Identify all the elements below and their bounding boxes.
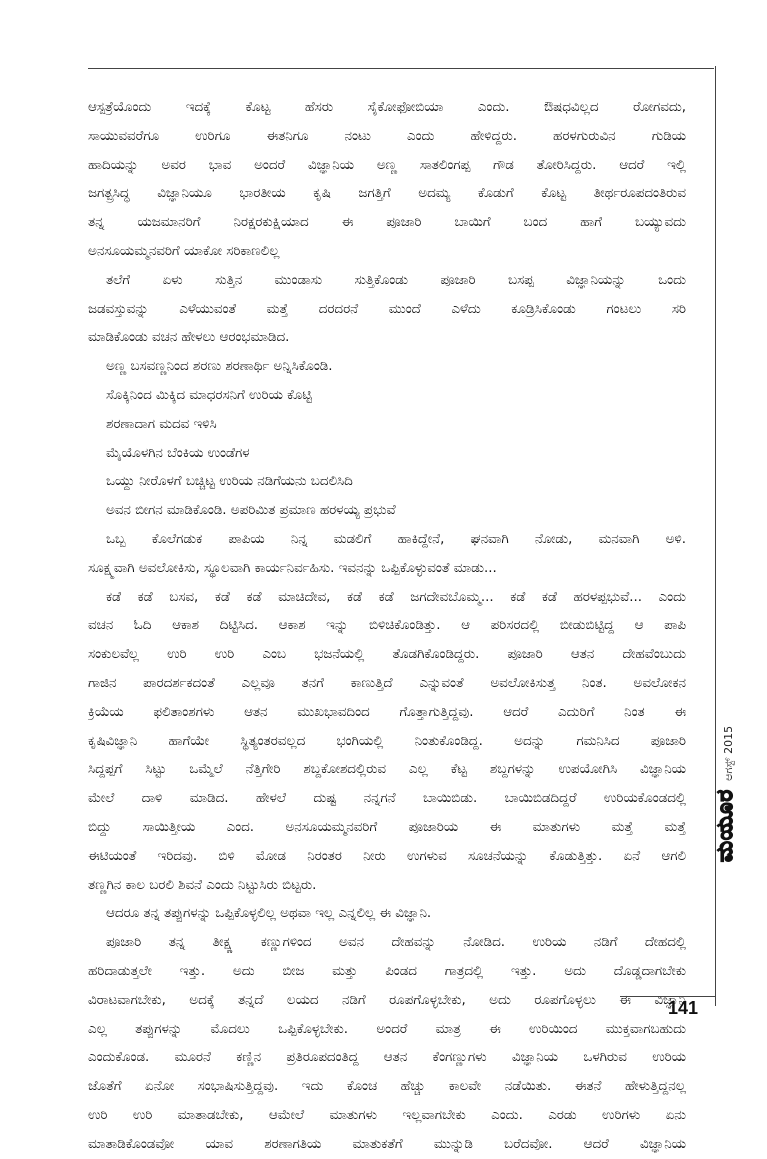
text-line: ಎಲ್ಲ ತಪ್ಪುಗಳನ್ನು ಮೊದಲು ಒಪ್ಪಿಕೊಳ್ಳಬೇಕು. ಅಂದರೆ ಮಾತ್ರ ಈ ಉರಿಯಿಂದ ಮುಕ್ತವಾಗಬಹುದು xyxy=(88,1021,686,1037)
text-line: ಹಾದಿಯನ್ನು ಅವರ ಭಾವ ಅಂದರೆ ವಿಜ್ಞಾನಿಯ ಅಣ್ಣ ಸಾತಲಿಂಗಪ್ಪ ಗೌಡ ತೋರಿಸಿದ್ದರು. ಆದರೆ ಇಲ್ಲಿ xyxy=(88,157,686,173)
text-line: ಕ್ರಿಯೆಯ ಫಲಿತಾಂಶಗಳು ಆತನ ಮುಖಭಾವದಿಂದ ಗೊತ್ತಾಗುತ್ತಿದ್ದವು. ಆದರೆ ಎದುರಿಗೆ ನಿಂತ ಈ xyxy=(88,704,686,720)
text-line: ಸಿದ್ದಪ್ಪಗೆ ಸಿಟ್ಟು ಒಮ್ಮೆಲೆ ನೆತ್ತಿಗೇರಿ ಶಬ್ದಕೋಶದಲ್ಲಿರುವ ಎಲ್ಲ ಕೆಟ್ಟ ಶಬ್ದಗಳನ್ನು ಉಪಯೋಗಿಸಿ ವಿಜ್ಞಾನಿಯ xyxy=(88,762,686,778)
text-line: ಮಾಡಿಕೊಂಡು ವಚನ ಹೇಳಲು ಆರಂಭಮಾಡಿದ. xyxy=(88,330,290,346)
text-line: ಬಿದ್ದು ಸಾಯಿತ್ತೀಯ ಎಂದ. ಅನಸೂಯಮ್ಮನವರಿಗೆ ಪೂಜಾರಿಯ ಈ ಮಾತುಗಳು ಮತ್ತೆ ಮತ್ತೆ xyxy=(88,819,686,835)
text-line: ಅನಸೂಯಮ್ಮನವರಿಗೆ ಯಾಕೋ ಸರಿಕಾಣಲಿಲ್ಲ xyxy=(88,243,280,259)
text-line: ತಲೆಗೆ ಏಳು ಸುತ್ತಿನ ಮುಂಡಾಸು ಸುತ್ತಿಕೊಂಡು ಪೂಜಾರಿ ಬಸಪ್ಪ ವಿಜ್ಞಾನಿಯನ್ನು ಒಂದು xyxy=(106,272,686,288)
verse-line: ಸೊಕ್ಕಿನಿಂದ ಮಿಕ್ಕಿದ ಮಾಧರಸನಿಗೆ ಉರಿಯ ಕೊಟ್ಟಿ xyxy=(106,387,312,403)
text-line: ಸಾಯುವವರೆಗೂ ಉರಿಗೂ ಈತನಿಗೂ ನಂಟು ಎಂದು ಹೇಳಿದ್ದರು. ಹರಳಗುರುವಿನ ಗುಡಿಯ xyxy=(88,128,686,144)
text-line: ವಚನ ಓದಿ ಆಕಾಶ ದಿಟ್ಟಿಸಿದ. ಆಕಾಶ ಇನ್ನು ಬಿಳಿಚಿಕೊಂಡಿತ್ತು. ಆ ಪರಿಸರದಲ್ಲಿ ಬೀಡುಬಿಟ್ಟಿದ್ದ ಆ ಪಾಪಿ xyxy=(88,618,686,634)
verse-line: ಒಯ್ದು ನೀರೊಳಗೆ ಬಚ್ಚಿಟ್ಟ ಉರಿಯ ನಡಿಗೆಯನು ಬದಲಿಸಿದಿ xyxy=(106,474,353,490)
text-line: ಆಸ್ಪತ್ರೆಯೊಂದು ಇದಕ್ಕೆ ಕೊಟ್ಟ ಹೆಸರು ಸೈಕೋಫೋಬಿಯಾ ಎಂದು. ಔಷಧವಿಲ್ಲದ ರೋಗವದು, xyxy=(88,100,686,115)
text-line: ಜೊತೆಗೆ ಏನೋ ಸಂಭಾಷಿಸುತ್ತಿದ್ದವು. ಇದು ಕೊಂಚ ಹೆಚ್ಚು ಕಾಲವೇ ನಡೆಯಿತು. ಈತನೆ ಹೇಳುತ್ತಿದ್ದನಲ್ಲ xyxy=(88,1079,686,1095)
text-line: ಸಂಕುಲವೆಲ್ಲ ಉರಿ ಉರಿ ಎಂಬ ಭಜನೆಯಲ್ಲಿ ತೊಡಗಿಕೊಂಡಿದ್ದರು. ಪೂಜಾರಿ ಆತನ ದೇಹವೆಂಬುದು xyxy=(88,647,686,663)
text-line: ಮಾತಾಡಿಕೊಂಡವೋ ಯಾವ ಶರಣಾಗತಿಯ ಮಾತುಕತೆಗೆ ಮುನ್ನುಡಿ ಬರೆದವೋ. ಆದರೆ ವಿಜ್ಞಾನಿಯ xyxy=(88,1136,686,1152)
text-line: ಹರಿದಾಡುತ್ತಲೇ ಇತ್ತು. ಅದು ಬೀಜ ಮತ್ತು ಪಿಂಡದ ಗಾತ್ರದಲ್ಲಿ ಇತ್ತು. ಅದು ದೊಡ್ಡದಾಗಬೇಕು xyxy=(88,963,686,979)
text-line: ಜಗತ್ಪ್ರಸಿದ್ಧ ವಿಜ್ಞಾನಿಯೂ ಭಾರತೀಯ ಕೃಷಿ ಜಗತ್ತಿಗೆ ಅದಮ್ಯ ಕೊಡುಗೆ ಕೊಟ್ಟ ತೀರ್ಥರೂಪದಂತಿರುವ xyxy=(88,186,686,202)
text-line: ಮೇಲೆ ದಾಳಿ ಮಾಡಿದ. ಹೇಳಲೆ ದುಷ್ಟ ನನ್ನಗನೆ ಬಾಯಿಬಿಡು. ಬಾಯಿಬಿಡದಿದ್ದರೆ ಉರಿಯಕೊಂಡದಲ್ಲಿ xyxy=(88,791,686,807)
text-line: ಕೃಷಿವಿಜ್ಞಾನಿ ಹಾಗೆಯೇ ಸ್ಥಿತ್ಯಂತರವಲ್ಲದ ಭಂಗಿಯಲ್ಲಿ ನಿಂತುಕೊಂಡಿದ್ದ. ಅದನ್ನು ಗಮನಿಸಿದ ಪೂಜಾರಿ xyxy=(88,733,686,749)
text-line: ಜಡವಸ್ತುವನ್ನು ಎಳೆಯುವಂತೆ ಮತ್ತೆ ದರದರನೆ ಮುಂದೆ ಎಳೆದು ಕೂಡ್ರಿಸಿಕೊಂಡು ಗಂಟಲು ಸರಿ xyxy=(88,301,686,317)
verse-line: ಶರಣಾದಾಗ ಮದವ ಇಳಿಸಿ xyxy=(106,416,217,432)
margin-divider xyxy=(715,66,716,1006)
text-line: ಈಟಿಯಂತೆ ಇರಿದವು. ಬಿಳಿ ಮೋಡ ನಿರಂತರ ನೀರು ಉಗಳುವ ಸೂಚನೆಯನ್ನು ಕೊಡುತ್ತಿತ್ತು. ಏನೆ ಆಗಲಿ xyxy=(88,848,686,864)
text-line: ಪೂಜಾರಿ ತನ್ನ ತೀಕ್ಷ್ಣ ಕಣ್ಣುಗಳಿಂದ ಅವನ ದೇಹವನ್ನು ನೋಡಿದ. ಉರಿಯ ನಡಿಗೆ ದೇಹದಲ್ಲಿ xyxy=(106,935,686,951)
text-line: ವಿರಾಟವಾಗಬೇಕು, ಅದಕ್ಕೆ ತನ್ನದೆ ಲಯದ ನಡಿಗೆ ರೂಪಗೊಳ್ಳಬೇಕು, ಅದು ರೂಪಗೊಳ್ಳಲು ಈ ವಿಜ್ಞಾನಿ xyxy=(88,992,686,1008)
footer-divider xyxy=(620,996,715,997)
text-line: ಆದರೂ ತನ್ನ ತಪ್ಪುಗಳನ್ನು ಒಪ್ಪಿಕೊಳ್ಳಲಿಲ್ಲ ಅಥವಾ ಇಲ್ಲ ಎನ್ನಲಿಲ್ಲ ಈ ವಿಜ್ಞಾನಿ. xyxy=(106,906,432,922)
text-line: ಗಾಜಿನ ಪಾರದರ್ಶಕದಂತೆ ಎಲ್ಲವೂ ತನಗೆ ಕಾಣುತ್ತಿದೆ ಎನ್ನುವಂತೆ ಅವಲೋಕಿಸುತ್ತ ನಿಂತ. ಅವಲೋಕನ xyxy=(88,675,686,691)
text-line: ಒಬ್ಬ ಕೊಲೆಗಡುಕ ಪಾಪಿಯ ನಿನ್ನ ಮಡಲಿಗೆ ಹಾಕಿದ್ದೇನೆ, ಘನವಾಗಿ ನೋಡು, ಮನವಾಗಿ ಅಳಿ. xyxy=(106,531,686,547)
magazine-name: ಮಯೂರ xyxy=(712,788,738,862)
top-divider xyxy=(88,68,714,69)
text-line: ಎಂದುಕೊಂಡ. ಮೂರನೆ ಕಣ್ಣಿನ ಪ್ರತಿರೂಪದಂತಿದ್ದ ಆತನ ಕೆಂಗಣ್ಣುಗಳು ವಿಜ್ಞಾನಿಯ ಒಳಗಿರುವ ಉರಿಯ xyxy=(88,1050,686,1066)
article-body xyxy=(88,94,686,1159)
verse-line: ಅಣ್ಣ ಬಸವಣ್ಣನಿಂದ ಶರಣು ಶರಣಾರ್ಥಿ ಅನ್ನಿಸಿಕೊಂಡಿ. xyxy=(106,359,333,375)
verse-line: ಮೈಯೊಳಗಿನ ಬೆಂಕಿಯ ಉಂಡೆಗಳ xyxy=(106,445,250,461)
text-line: ತಣ್ಣಗಿನ ಕಾಲ ಬರಲಿ ಶಿವನೆ ಎಂದು ನಿಟ್ಟುಸಿರು ಬಿಟ್ಟರು. xyxy=(88,877,317,893)
verse-line: ಅವನ ಬೀಗನ ಮಾಡಿಕೊಂಡಿ. ಅಪರಿಮಿತ ಪ್ರಮಾಣ ಹರಳಯ್ಯ ಪ್ರಭುವೆ xyxy=(106,503,396,519)
text-line: ಉರಿ ಉರಿ ಮಾತಾಡಬೇಕು, ಆಮೇಲೆ ಮಾತುಗಳು ಇಲ್ಲವಾಗಬೇಕು ಎಂದು. ಎರಡು ಉರಿಗಳು ಏನು xyxy=(88,1107,686,1123)
text-line: ಸೂಕ್ಷ್ಮವಾಗಿ ಅವಲೋಕಿಸು, ಸ್ಥೂಲವಾಗಿ ಕಾರ್ಯನಿರ್ವಹಿಸು. ಇವನನ್ನು ಒಪ್ಪಿಕೊಳ್ಳುವಂತೆ ಮಾಡು... xyxy=(88,560,497,576)
text-line: ತನ್ನ ಯಜಮಾನರಿಗೆ ನಿರಕ್ಷರಕುಕ್ಷಿಯಾದ ಈ ಪೂಜಾರಿ ಬಾಯಿಗೆ ಬಂದ ಹಾಗೆ ಬಯ್ಯುವದು xyxy=(88,215,686,231)
page-number: 141 xyxy=(668,998,699,1018)
issue-date: ಆಗಸ್ಟ್ 2015 xyxy=(722,725,735,781)
text-line: ಕಡೆ ಕಡೆ ಬಸವ, ಕಡೆ ಕಡೆ ಮಾಚಿದೇವ, ಕಡೆ ಕಡೆ ಜಗದೇವಬೊಮ್ಮ... ಕಡೆ ಕಡೆ ಹರಳಪ್ಪಭುವೆ... ಎಂದು xyxy=(106,589,686,605)
